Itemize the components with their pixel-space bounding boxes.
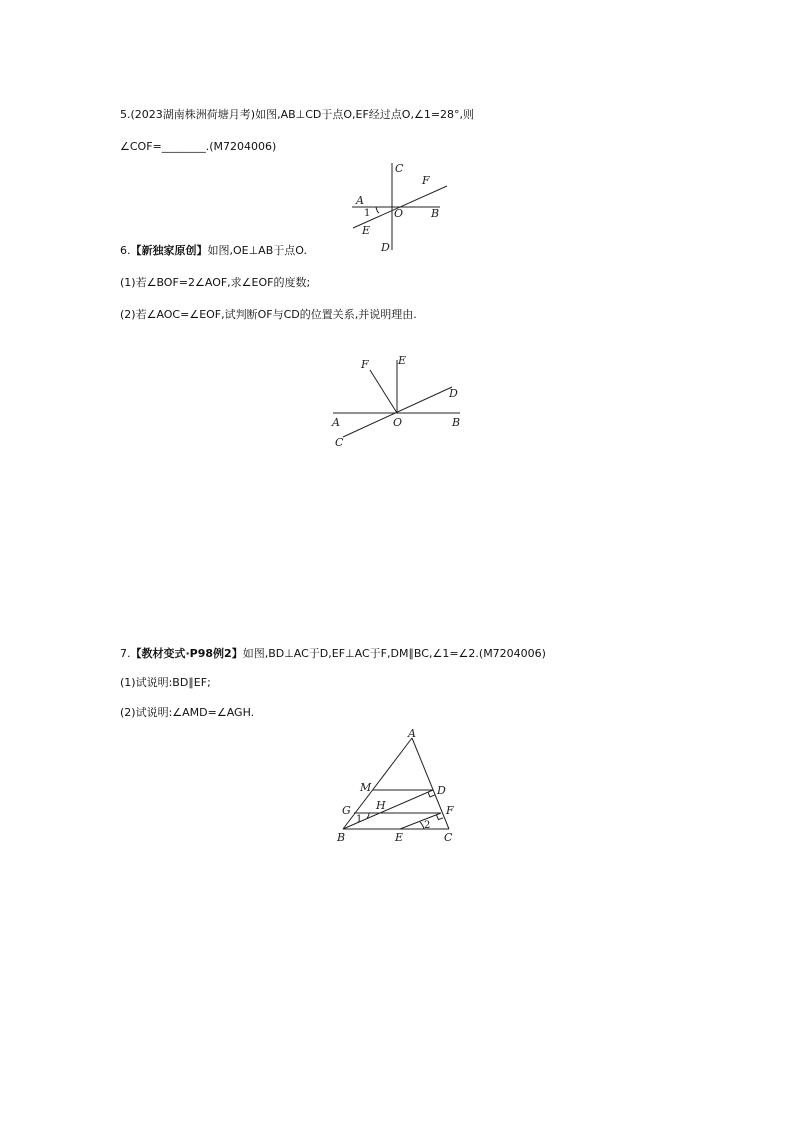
fig7-line-ab xyxy=(343,738,412,829)
fig6-label-c: C xyxy=(335,436,344,449)
fig5-label-a: A xyxy=(356,194,364,207)
fig7-label-d: D xyxy=(437,784,446,797)
problem-5-line-2: ∠COF=________.(M7204006) xyxy=(120,140,277,153)
fig7-line-ef xyxy=(400,813,441,829)
fig5-label-angle-1: 1 xyxy=(364,208,371,219)
fig5-label-b: B xyxy=(431,207,440,220)
fig6-label-a: A xyxy=(332,416,340,429)
fig7-label-angle-1: 1 xyxy=(356,814,363,825)
fig5-label-d: D xyxy=(381,241,390,254)
fig7-label-g: G xyxy=(342,804,351,817)
fig6-label-e: E xyxy=(398,354,407,367)
fig5-label-e: E xyxy=(362,224,371,237)
fig5-label-f: F xyxy=(422,174,430,187)
problem-7-text: 如图,BD⊥AC于D,EF⊥AC于F,DM∥BC,∠1=∠2.(M7204006) xyxy=(242,647,546,660)
fig7-label-h: H xyxy=(376,799,386,812)
problem-7-sub-2: (2)试说明:∠AMD=∠AGH. xyxy=(120,706,255,719)
problem-5-line-1: 5.(2023湖南株洲荷塘月考)如图,AB⊥CD于点O,EF经过点O,∠1=28°,则 xyxy=(120,108,475,121)
fig6-label-o: O xyxy=(393,416,403,429)
fig6-label-d: D xyxy=(449,387,458,400)
fig7-label-angle-2: 2 xyxy=(424,820,431,831)
fig5-label-o: O xyxy=(394,207,404,220)
problem-6-sub-1: (1)若∠BOF=2∠AOF,求∠EOF的度数; xyxy=(120,276,311,289)
problem-7-tag: 【教材变式·P98例2】 xyxy=(130,647,243,660)
fig5-label-c: C xyxy=(395,162,404,175)
fig7-angle-1-arc xyxy=(367,813,369,818)
fig6-label-f: F xyxy=(361,358,369,371)
problem-6-number: 6. xyxy=(120,244,131,257)
fig6-label-b: B xyxy=(452,416,461,429)
fig7-label-c: C xyxy=(444,831,453,844)
fig7-label-b: B xyxy=(337,831,346,844)
problem-7-sub-1: (1)试说明:BD∥EF; xyxy=(120,676,211,689)
fig7-label-a: A xyxy=(408,727,416,740)
fig7-right-angle-f xyxy=(437,815,444,820)
problem-6-text: 如图,OE⊥AB于点O. xyxy=(207,244,307,257)
problem-6-sub-2: (2)若∠AOC=∠EOF,试判断OF与CD的位置关系,并说明理由. xyxy=(120,308,417,321)
fig7-label-e: E xyxy=(395,831,404,844)
problem-6-tag: 【新独家原创】 xyxy=(130,244,208,257)
problem-7-number: 7. xyxy=(120,647,131,660)
fig7-label-m: M xyxy=(360,781,372,794)
fig7-label-f: F xyxy=(446,804,454,817)
